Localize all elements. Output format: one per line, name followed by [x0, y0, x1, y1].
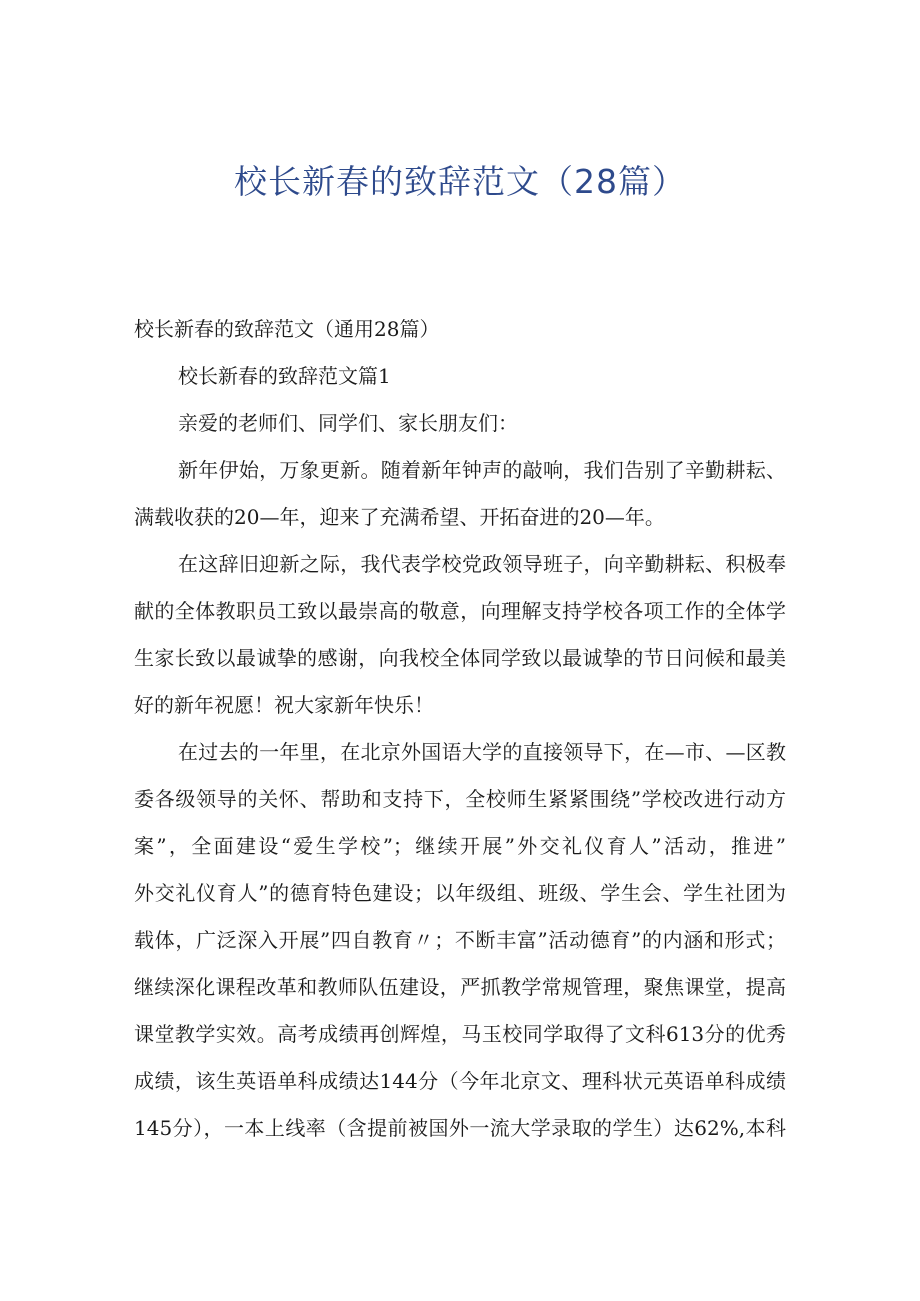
paragraph-line: 案”，全面建设“爱生学校”；继续开展”外交礼仪育人”活动，推进”	[134, 834, 786, 858]
paragraph-line: 献的全体教职员工致以最崇高的敬意，向理解支持学校各项工作的全体学	[134, 599, 786, 623]
paragraph-line: 在过去的一年里，在北京外国语大学的直接领导下，在—市、—区教	[178, 740, 786, 764]
paragraph-line: 委各级领导的关怀、帮助和支持下，全校师生紧紧围绕”学校改进行动方	[134, 787, 786, 811]
section-heading: 校长新春的致辞范文篇1	[178, 364, 391, 388]
document-body	[134, 306, 786, 1152]
paragraph-line: 好的新年祝愿！祝大家新年快乐！	[134, 693, 434, 717]
paragraph-line: 满载收获的20—年，迎来了充满希望、开拓奋进的20—年。	[134, 505, 665, 529]
paragraph-line: 新年伊始，万象更新。随着新年钟声的敲响，我们告别了辛勤耕耘、	[178, 458, 786, 482]
subtitle-line: 校长新春的致辞范文（通用28篇）	[134, 317, 440, 341]
paragraph-line: 外交礼仪育人”的德育特色建设；以年级组、班级、学生会、学生社团为	[134, 881, 786, 905]
paragraph-line: 成绩，该生英语单科成绩达144分（今年北京文、理科状元英语单科成绩	[134, 1069, 786, 1093]
document-title: 校长新春的致辞范文（28篇）	[234, 162, 686, 201]
salutation: 亲爱的老师们、同学们、家长朋友们：	[178, 411, 518, 435]
paragraph-line: 载体，广泛深入开展”四自教育〃；不断丰富”活动德育”的内涵和形式；	[134, 928, 786, 952]
paragraph-line: 145分），一本上线率（含提前被国外一流大学录取的学生）达62%,本科	[134, 1116, 786, 1140]
paragraph-line: 继续深化课程改革和教师队伍建设，严抓教学常规管理，聚焦课堂，提高	[134, 975, 786, 999]
paragraph-line: 课堂教学实效。高考成绩再创辉煌，马玉校同学取得了文科613分的优秀	[134, 1022, 786, 1046]
paragraph-line: 在这辞旧迎新之际，我代表学校党政领导班子，向辛勤耕耘、积极奉	[178, 552, 786, 576]
paragraph-line: 生家长致以最诚挚的感谢，向我校全体同学致以最诚挚的节日问候和最美	[134, 646, 786, 670]
